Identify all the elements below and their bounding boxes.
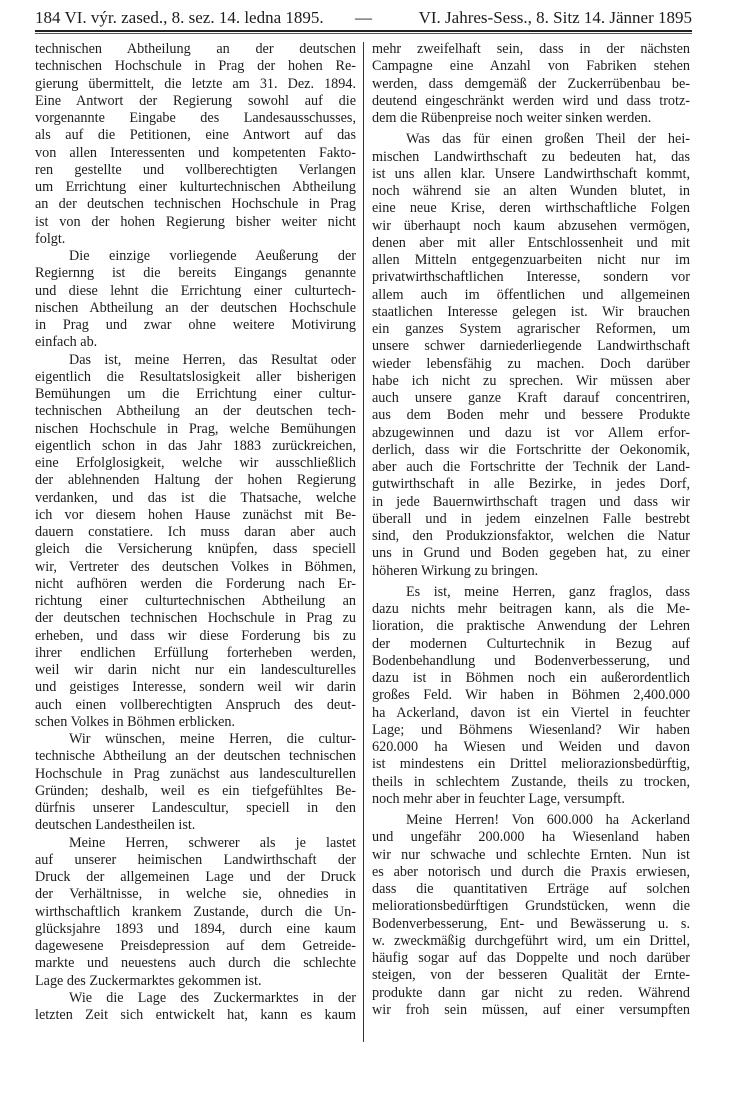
text-line: staatlichen Interesse gelegen ist. Wir brauchen	[372, 303, 690, 320]
paragraph	[372, 131, 690, 580]
text-line: werden, dass demgemäß der Zuckerrübenbau be-	[372, 75, 690, 92]
text-line: Wir wünschen, meine Herren, die cultur-	[69, 731, 356, 747]
text-line: ist mindestens ein Drittel meliorazionsbedürftig,	[372, 756, 690, 773]
text-line: auch einen vollberechtigten Anspruch des deut-	[35, 696, 356, 713]
text-line: Bodenbehandlung und Bodenverbesserung, und	[372, 652, 690, 669]
text-line: dauern constatiere. Ich muss daran aber auch	[35, 524, 356, 540]
text-line: gutwirthschaft in alle Bezirke, in jedes Dorf,	[372, 476, 690, 493]
text-line: ha Ackerland, davon ist ein Viertel in feuchter	[372, 704, 690, 721]
paragraph	[35, 835, 356, 990]
text-line: noch während sie an alten Wunden blutet, in	[372, 183, 690, 199]
text-line: Das ist, meine Herren, das Resultat oder	[69, 351, 356, 368]
text-line: Lage; und Böhmens Wiesenland? Wir haben	[372, 721, 690, 738]
text-line: Es ist, meine Herren, ganz fraglos, dass	[406, 583, 690, 600]
text-line: technischen Abtheilung an der deutschen	[35, 41, 356, 57]
text-line: um Errichtung einer kulturtechnischen Abtheilung	[35, 179, 356, 195]
text-line: ihrer endlichen Erfüllung forterheben werden,	[35, 644, 356, 661]
text-line: Die einzige vorliegende Aeußerung der	[69, 248, 356, 264]
text-line: und geistiges Interesse, sondern weil wir darin	[35, 679, 356, 696]
paragraph	[372, 812, 690, 1019]
text-line: dagewesene Preisdepression auf dem Getreide-	[35, 938, 356, 954]
text-line: allem auch im öffentlichen und allgemeinen	[372, 286, 690, 303]
text-line: dass die quantitativen Erträge auf solchen	[372, 881, 690, 897]
text-line: markte und neuestens auch durch die schlechte	[35, 955, 356, 972]
header-german: VI. Jahres-Sess., 8. Sitz 14. Jänner 1895	[418, 8, 692, 27]
text-line: Wie die Lage des Zuckermarktes in der	[69, 989, 356, 1006]
paragraph	[35, 352, 356, 732]
text-line: erheben, und dass wir diese Forderung bis zu	[35, 627, 356, 644]
text-line: uns in Grund und Boden gegeben hat, zu einer	[372, 545, 690, 562]
text-line: höheren Wirkung zu bringen.	[372, 562, 539, 579]
text-line: privatwirthschaftlichen Interesse, sondern vor	[372, 269, 690, 286]
text-line: wir froh sein müssen, auf einer versumpften	[372, 1001, 690, 1018]
text-line: nicht aufhören werden die Forderung nach Er-	[35, 575, 356, 592]
text-line: Lage des Zuckermarktes gekommen ist.	[35, 972, 262, 989]
header-separator: —	[355, 8, 372, 27]
text-line: deutend eingeschränkt werden wird und dass trotz-	[372, 92, 690, 109]
text-line: 620.000 ha Wiesen und Weiden und davon	[372, 739, 690, 755]
text-line: glücksjahre 1893 und 1894, durch eine kaum	[35, 920, 356, 937]
column-divider	[363, 42, 364, 1042]
text-line: technische Abtheilung an der deutschen technischen	[35, 748, 356, 765]
text-line: abzugewinnen und dazu ist vor Allem erfor-	[372, 424, 690, 441]
text-line: Druck der allgemeinen Lage und der Druck	[35, 869, 356, 885]
text-line: und diese lehnt die Errichtung einer culturtech-	[35, 282, 356, 299]
paragraph	[35, 990, 356, 1025]
text-line: Meine Herren! Von 600.000 ha Ackerland	[406, 812, 690, 828]
text-line: wir überhaupt noch kaum abzusehen vermögen,	[372, 217, 690, 234]
text-line: denen aber mit aller Entschlossenheit und mit	[372, 234, 690, 251]
text-line: ich vor diesem hohen Hause zunächst mit Be-	[35, 506, 356, 523]
text-line: nischen Hochschule in Prag, welche Bemühungen	[35, 420, 356, 437]
text-line: Meine Herren, schwerer als je lastet	[69, 834, 356, 851]
text-line: in Prag und zwar ohne weitere Motivirung	[35, 317, 356, 333]
text-line: allen Mitteln entgegenzuarbeiten nicht nur im	[372, 252, 690, 268]
text-line: mischen Landwirthschaft zu bedeuten hat, das	[372, 148, 690, 165]
text-line: Bodenverbesserung, Ent- und Bewässerung u. s.	[372, 915, 690, 932]
text-line: eigentlich die Resultatslosigkeit aller bisherigen	[35, 368, 356, 385]
text-line: ist uns allen klar. Unsere Landwirthschaft kommt,	[372, 165, 690, 182]
text-line: ren gestellte und vollberechtigten Verlangen	[35, 161, 356, 178]
text-line: aber auch die Fortschritte der Technik der Land-	[372, 459, 690, 475]
text-line: steigen, von der besseren Qualität der Ernte-	[372, 967, 690, 984]
text-line: lioration, die praktische Anwendung der Lehren	[372, 618, 690, 635]
text-line: sind, den Produkzionsfaktor, welchen die Natur	[372, 528, 690, 544]
text-line: Regiernng ist die bereits Eingangs genannte	[35, 265, 356, 282]
header-rule	[35, 30, 692, 34]
text-line: dem die Rübenpreise noch weiter sinken werden.	[372, 110, 652, 126]
text-line: habe ich nicht zu sprechen. Wir müssen aber	[372, 372, 690, 389]
text-line: richtung einer culturtechnischen Abtheilung an	[35, 593, 356, 609]
text-line: und ungefähr 200.000 ha Wiesenland haben	[372, 829, 690, 846]
text-line: Eine Antwort der Regierung sowohl auf die	[35, 92, 356, 109]
text-line: dazu ist in Böhmen noch ein außerordentlich	[372, 670, 690, 686]
text-line: als auf die Petitionen, eine Antwort auf das	[35, 127, 356, 144]
text-line: auch unsere ganze Kraft darauf concentriren,	[372, 390, 690, 406]
text-line: technischen Abtheilung an der deutschen tech-	[35, 403, 356, 420]
text-line: großes Feld. Wir haben in Böhmen 2,400.000	[372, 687, 690, 704]
paragraph	[372, 584, 690, 808]
text-line: deutschen Landestheilen ist.	[35, 817, 196, 834]
paragraph	[35, 41, 356, 248]
text-line: ist von der hohen Regierung bisher weiter nicht	[35, 213, 356, 230]
text-line: dürfnis unserer Landescultur, speciell in den	[35, 800, 356, 816]
text-line: es aber notorisch und durch die Praxis erwiesen,	[372, 863, 690, 880]
text-line: der ablehnenden Haltung der hohen Regierung	[35, 472, 356, 489]
text-line: der Verhältnisse, in welche sie, ohnedies in	[35, 886, 356, 903]
text-line: Hochschule in Prag zunächst aus landesculturellen	[35, 765, 356, 782]
text-line: der modernen Culturtechnik in Bezug auf	[372, 635, 690, 652]
text-line: wirthschaftlich krankem Zustande, durch die Un-	[35, 903, 356, 920]
text-line: eine Erfolglosigkeit, welche wir ausschließlich	[35, 455, 356, 471]
text-line: vorgenannte Eingabe des Landesausschusses,	[35, 110, 356, 126]
text-line: letzten Zeit sich entwickelt hat, kann es kaum	[35, 1007, 356, 1023]
text-line: mehr zweifelhaft sein, dass in der nächsten	[372, 41, 690, 57]
text-line: einfach ab.	[35, 334, 98, 351]
left-column	[35, 41, 356, 1024]
paragraph	[35, 248, 356, 352]
text-line: noch mehr aber in feuchter Lage, versumpft.	[372, 790, 625, 807]
text-line: wieder lebensfähig zu machen. Doch darüber	[372, 355, 690, 372]
text-line: aus dem Boden mehr und bessere Produkte	[372, 407, 690, 424]
text-line: der deutschen technischen Hochschule in Prag zu	[35, 610, 356, 627]
running-header	[35, 4, 692, 30]
text-line: Was das für einen großen Theil der hei-	[406, 131, 690, 148]
text-line: derlich, dass wir die Fortschritte der Oekonomik,	[372, 441, 690, 458]
text-line: Campagne eine Anzahl von Fabriken stehen	[372, 58, 690, 75]
text-line: gleich die Versicherung knüpfen, dass speciell	[35, 541, 356, 558]
text-line: eine neue Krise, deren wirthschaftliche Folgen	[372, 200, 690, 217]
text-line: verdanken, und das ist die Thatsache, welche	[35, 489, 356, 506]
text-line: unsere schwer darniederliegende Landwirthschaft	[372, 338, 690, 355]
text-line: auf unserer heimischen Landwirthschaft der	[35, 851, 356, 868]
text-line: theils in schlechtem Zustande, theils zu trocken,	[372, 773, 690, 790]
text-line: produkte dann gar nicht zu reden. Während	[372, 984, 690, 1001]
text-line: von allen Interessenten und kompetenten Fakto-	[35, 144, 356, 161]
text-line: dazu nichts mehr beitragen kann, als die Me-	[372, 601, 690, 617]
text-line: Gründen; deshalb, weil es ein tiefgefühltes Be-	[35, 782, 356, 799]
text-line: überall und in jedem einzelnen Falle bestrebt	[372, 510, 690, 527]
paragraph	[372, 41, 690, 127]
paragraph	[35, 731, 356, 835]
text-line: gierung übermittelt, die letzte am 31. Dez. 1894.	[35, 75, 356, 92]
text-line: eigentlich schon in das Jahr 1883 zurückreichen,	[35, 437, 356, 454]
text-line: Bemühungen um die Errichtung einer cultur-	[35, 386, 356, 402]
text-line: weil wir darin nicht nur ein landesculturelles	[35, 662, 356, 678]
text-line: in jede Bauernwirthschaft tragen und dass wir	[372, 493, 690, 510]
text-line: ein ganzes System agrarischer Reformen, um	[372, 321, 690, 337]
text-line: technischen Hochschule in Prag der hohen Re-	[35, 58, 356, 75]
right-column	[372, 41, 690, 1019]
text-line: an der deutschen technischen Hochschule in Prag	[35, 196, 356, 213]
text-line: häufig sogar auf das Doppelte und noch darüber	[372, 950, 690, 966]
text-line: wir nur schwache und schlechte Ernten. Nun ist	[372, 846, 690, 863]
header-czech: 184 VI. výr. zased., 8. sez. 14. ledna 1895.	[35, 8, 324, 27]
text-line: w. zweckmäßig durchgeführt wird, um ein Drittel,	[372, 932, 690, 949]
text-line: wir, Vertreter des deutschen Volkes in Böhmen,	[35, 558, 356, 575]
text-line: folgt.	[35, 230, 66, 247]
text-line: nischen Abtheilung an der deutschen Hochschule	[35, 299, 356, 316]
text-line: meliorationsbedürftigen Grundstücken, wenn die	[372, 898, 690, 915]
text-line: schen Volkes in Böhmen erblicken.	[35, 713, 236, 730]
